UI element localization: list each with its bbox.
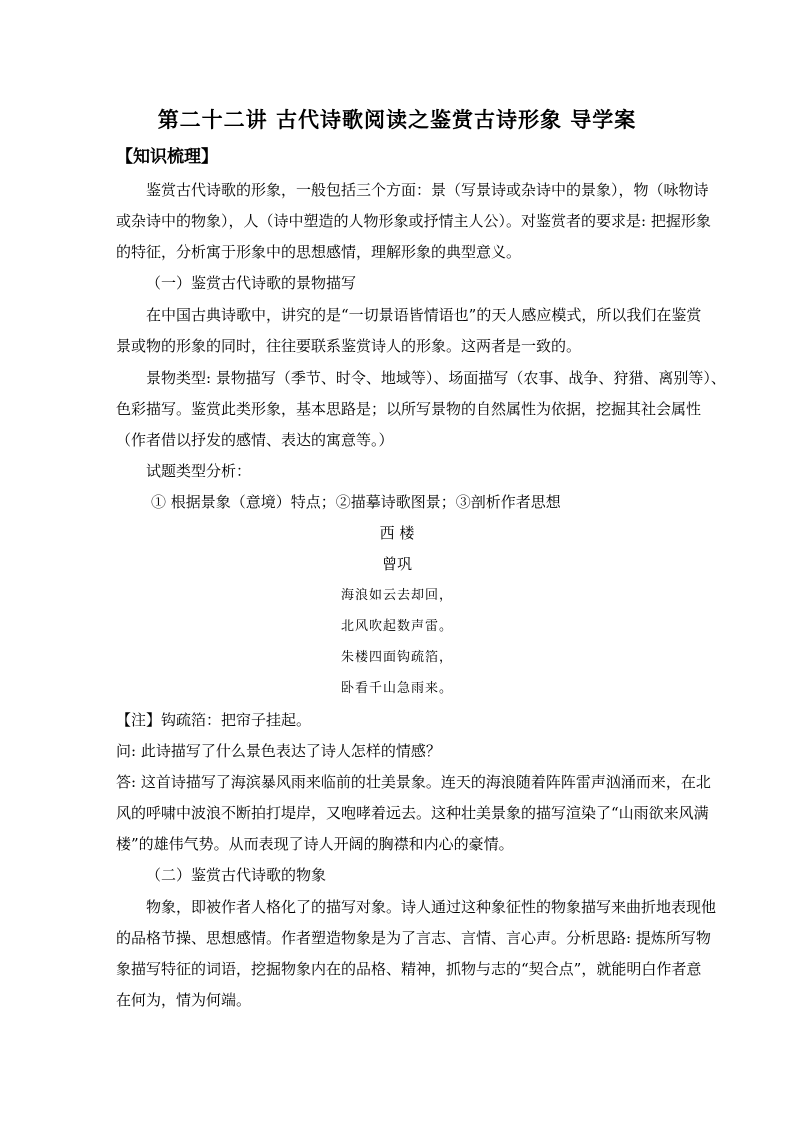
sub1-paragraph-line: 在中国古典诗歌中，讲究的是“一切景语皆情语也”的天人感应模式，所以我们在鉴赏	[146, 306, 702, 324]
poem-line: 卧看千山急雨来。	[340, 681, 453, 696]
intro-line: 的特征，分析寓于形象中的思想感情，理解形象的典型意义。	[116, 243, 522, 261]
sub2-paragraph-line: 物象，即被作者人格化了的描写对象。诗人通过这种象征性的物象描写来曲折地表现他	[146, 898, 717, 916]
analysis-label: 试题类型分析：	[146, 462, 252, 480]
sub2-paragraph-line: 象描写特征的词语，挖掘物象内在的品格、精神，抓物与志的“契合点”，就能明白作者意	[116, 960, 702, 978]
subsection-heading-2: （二）鉴赏古代诗歌的物象	[146, 866, 327, 884]
sub1-paragraph-line: 景或物的形象的同时，往往要联系鉴赏诗人的形象。这两者是一致的。	[116, 337, 582, 355]
answer-line: 风的呼啸中波浪不断拍打堤岸，又咆哮着远去。这种壮美景象的描写渲染了“山雨欲来风满	[116, 804, 709, 822]
page-title: 第二十二讲 古代诗歌阅读之鉴赏古诗形象 导学案	[157, 107, 637, 132]
poem-line: 北风吹起数声雷。	[340, 619, 453, 634]
sub2-paragraph-line: 在何为，情为何端。	[116, 991, 252, 1009]
intro-line: 或杂诗中的物象），人（诗中塑造的人物形象或抒情主人公）。对鉴赏者的要求是: 把握形象	[116, 212, 711, 230]
types-paragraph-line: 色彩描写。鉴赏此类形象，基本思路是；以所写景物的自然属性为依据，挖掘其社会属性	[116, 400, 702, 418]
answer-line: 答: 这首诗描写了海滨暴风雨来临前的壮美景象。连天的海浪随着阵阵雷声汹涌而来，在北	[116, 773, 711, 791]
answer-line: 楼”的雄伟气势。从而表现了诗人开阔的胸襟和内心的豪情。	[116, 835, 514, 853]
types-paragraph-line: 景物类型: 景物描写（季节、时令、地域等）、场面描写（农事、战争、狩猎、离别等）、	[146, 369, 726, 387]
section-heading: 【知识梳理】	[116, 147, 218, 167]
intro-line: 鉴赏古代诗歌的形象，一般包括三个方面：景（写景诗或杂诗中的景象），物（咏物诗	[146, 181, 709, 199]
subsection-heading-1: （一）鉴赏古代诗歌的景物描写	[146, 274, 357, 292]
analysis-steps: ① 根据景象（意境）特点；②描摹诗歌图景；③剖析作者思想	[151, 493, 561, 511]
poem-author: 曾巩	[381, 555, 412, 573]
types-paragraph-line: （作者借以抒发的感情、表达的寓意等。）	[116, 431, 394, 449]
question: 问: 此诗描写了什么景色表达了诗人怎样的情感？	[116, 742, 441, 760]
poem-line: 朱楼四面钩疏箔，	[340, 650, 453, 665]
poem-note: 【注】钩疏箔：把帘子挂起。	[116, 711, 312, 729]
poem-line: 海浪如云去却回，	[340, 588, 453, 603]
poem-title: 西 楼	[379, 524, 415, 542]
sub2-paragraph-line: 的品格节操、思想感情。作者塑造物象是为了言志、言情、言心声。分析思路: 提炼所写物	[116, 929, 711, 947]
